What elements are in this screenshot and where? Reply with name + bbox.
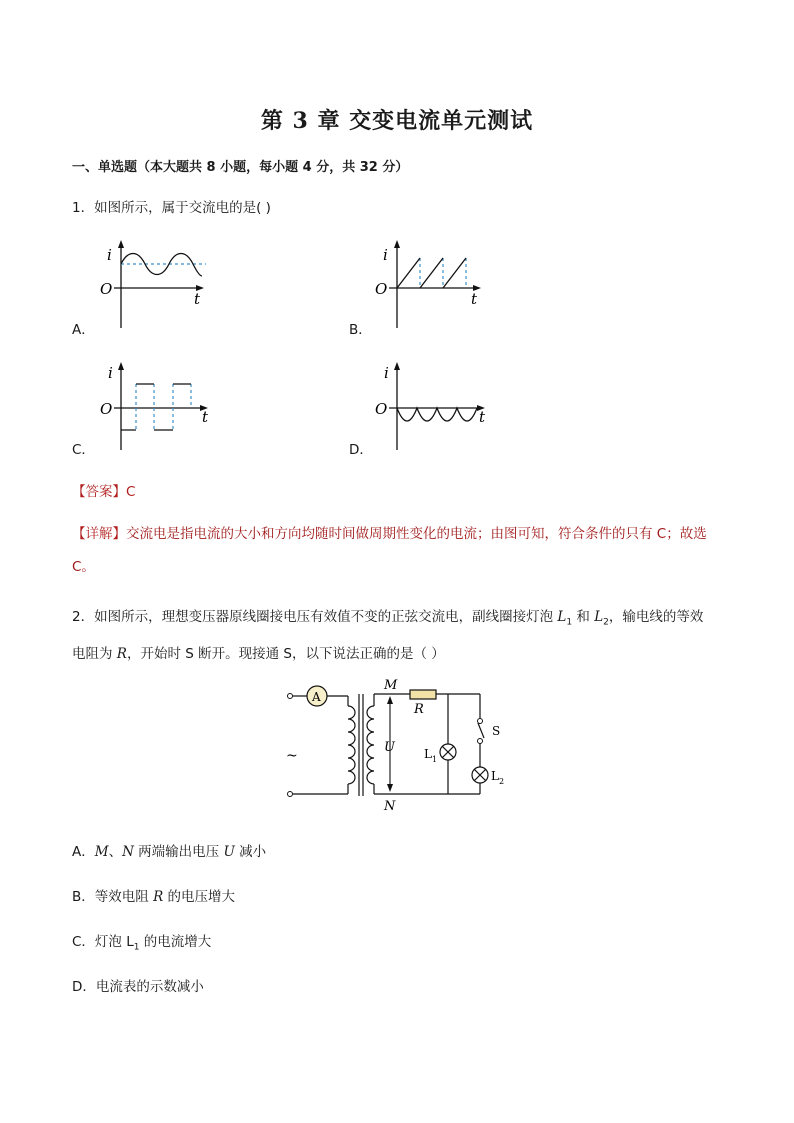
detail-tag: 【详解】 — [72, 526, 126, 542]
option-b-label: B． — [349, 322, 372, 338]
page-title: 第 3 章 交变电流单元测试 — [260, 108, 534, 134]
q2-text-3: 电阻为 — [72, 645, 117, 662]
q2-opt-c-sub: 1 — [133, 942, 140, 953]
q2-opt-c-end: 的电流增大 — [139, 934, 212, 950]
q2-text-2: ，输电线的等效 — [608, 609, 704, 625]
graph-d-i-label: i — [384, 364, 389, 382]
q2-r: R — [116, 645, 127, 662]
switch-s — [478, 723, 484, 738]
graph-c-t-label: t — [202, 408, 209, 426]
graph-b-o-label: O — [375, 280, 388, 298]
question-2-stem — [72, 602, 732, 670]
label-r: R — [414, 702, 424, 717]
q2-opt-a-mid: 两端输出电压 — [133, 844, 224, 860]
graph-d — [373, 360, 493, 452]
q2-and: 和 — [572, 609, 595, 625]
q2-option-c — [72, 932, 211, 958]
ac-source-symbol: ~ — [286, 748, 298, 764]
graph-a-i-label: i — [107, 246, 112, 264]
q2-l1-sub: 1 — [566, 617, 573, 628]
q2-opt-a-m: M — [94, 844, 109, 860]
label-l1: L — [424, 747, 432, 761]
option-d-label: D． — [349, 442, 373, 458]
q2-opt-a-end: 减小 — [234, 844, 267, 860]
secondary-coil — [367, 706, 374, 784]
q2-opt-b-end: 的电压增大 — [163, 889, 236, 905]
option-c-label: C． — [72, 442, 95, 458]
graph-a-t-label: t — [194, 290, 201, 308]
graph-a-o-label: O — [100, 280, 113, 298]
q2-opt-a-prefix: A． — [72, 844, 95, 860]
q2-opt-b-prefix: B．等效电阻 — [72, 889, 154, 905]
label-n: N — [384, 799, 396, 814]
q2-l2-sub: 2 — [603, 617, 609, 628]
graph-b-t-label: t — [471, 290, 478, 308]
q2-option-b — [72, 887, 235, 907]
q2-opt-c-prefix: C．灯泡 L — [72, 934, 134, 950]
answer-tag: 【答案】 — [72, 484, 126, 500]
label-s: S — [492, 724, 501, 738]
option-a-label: A． — [72, 322, 95, 338]
detail-text: 交流电是指电流的大小和方向均随时间做周期性变化的电流；由图可知，符合条件的只有 C；故选 C。 — [72, 526, 707, 575]
answer-value: C — [126, 484, 136, 500]
q2-text-1: 2．如图所示，理想变压器原线圈接电压有效值不变的正弦交流电，副线圈接灯泡 — [72, 609, 558, 625]
detail-paragraph — [72, 518, 720, 584]
label-l2: L — [491, 769, 499, 783]
section-heading: 一、单选题（本大题共 8 小题，每小题 4 分，共 32 分） — [72, 160, 409, 175]
graph-d-t-label: t — [479, 408, 486, 426]
q2-l2: L — [594, 609, 604, 625]
answer-line — [72, 480, 135, 500]
q2-option-a — [72, 842, 266, 862]
question-1-stem: 1．如图所示，属于交流电的是( ) — [72, 200, 271, 216]
q2-text-4: ，开始时 S 断开。现接通 S，以下说法正确的是（ ） — [126, 645, 445, 662]
primary-coil — [348, 706, 355, 784]
graph-b — [373, 238, 493, 330]
q2-option-d: D．电流表的示数减小 — [72, 979, 204, 995]
q2-opt-a-sep: 、 — [108, 844, 123, 860]
graph-c-o-label: O — [100, 400, 113, 418]
graph-a — [96, 238, 216, 330]
label-l1-sub: 1 — [432, 755, 438, 764]
graph-c — [96, 360, 216, 452]
label-l2-sub: 2 — [499, 777, 505, 786]
graph-b-i-label: i — [383, 246, 388, 264]
q2-opt-b-r: R — [153, 889, 164, 905]
graph-c-i-label: i — [108, 364, 113, 382]
resistor-r — [410, 690, 436, 699]
label-m: M — [384, 678, 398, 693]
ammeter-label: A — [312, 690, 321, 704]
q2-opt-a-u: U — [223, 844, 235, 860]
transformer-circuit — [280, 676, 520, 816]
label-u: U — [384, 740, 395, 755]
q2-opt-a-n: N — [122, 844, 134, 860]
q2-l1: L — [557, 609, 567, 625]
graph-d-o-label: O — [375, 400, 388, 418]
